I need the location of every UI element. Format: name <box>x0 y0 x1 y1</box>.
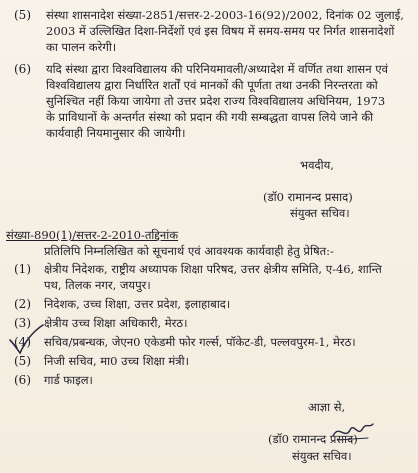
recipient-line: निदेशक, उच्च शिक्षा, उत्तर प्रदेश, इलाहाबाद। <box>44 297 231 311</box>
signature1-name: (डॉ0 रामानन्द प्रसाद) <box>263 190 353 204</box>
recipient-number: (5) <box>14 354 31 368</box>
signature2-designation: संयुक्त सचिव। <box>292 449 352 463</box>
signature2-name: (डॉ0 रामानन्द प्रसाद) <box>268 432 358 446</box>
recipient-line: सचिव/प्रबन्धक, जेएन0 एकेडमी फोर गर्ल्स, पॉकेट-डी, पल्लवपुरम-1, मेरठ। <box>44 335 356 349</box>
para5-line-1: संस्था शासनादेश संख्या-2851/सत्तर-2-2003-16(92)/2002, दिनांक 02 जुलाई, <box>46 8 404 22</box>
recipient-number: (4) <box>14 335 31 349</box>
para6-line-4: के प्राविधानों के अन्तर्गत संस्था को प्रदान की गयी सम्बद्धता वापस लिये जाने की <box>46 110 374 124</box>
recipient-number: (2) <box>14 297 31 311</box>
recipient-number: (3) <box>14 316 31 330</box>
para6-line-2: विश्वविद्यालय द्वारा निर्धारित शर्तों एवं मानकों की पूर्णता तथा उनकी निरन्तरता को <box>46 78 378 92</box>
para6-line-3: सुनिश्चित नहीं किया जायेगा तो उत्तर प्रदेश राज्य विश्वविद्यालय अधिनियम, 1973 <box>46 94 386 108</box>
signature2-closing: आज्ञा से, <box>308 400 346 414</box>
signature1-designation: संयुक्त सचिव। <box>290 206 350 220</box>
handwritten-tick-icon <box>6 322 46 356</box>
para6-number: (6) <box>14 62 31 76</box>
signature1-closing: भवदीय, <box>300 158 334 172</box>
para6-line-1: यदि संस्था द्वारा विश्वविद्यालय की परिनियमावली/अध्यादेश में वर्णित तथा शासन एवं <box>46 62 388 76</box>
recipient-line: गार्ड फाइल। <box>44 373 93 387</box>
recipient-line: क्षेत्रीय उच्च शिक्षा अधिकारी, मेरठ। <box>44 316 188 330</box>
para5-line-2: 2003 में उल्लिखित दिशा-निर्देशों एवं इस विषय में समय-समय पर निर्गत शासनादेशों <box>46 24 395 38</box>
recipient-line: निजी सचिव, मा0 उच्च शिक्षा मंत्री। <box>44 354 189 368</box>
para5-line-3: का पालन करेगी। <box>46 40 117 54</box>
copy-intro: प्रतिलिपि निम्नलिखित को सूचनार्थ एवं आवश्यक कार्यवाही हेतु प्रेषित:- <box>44 244 334 258</box>
recipient-number: (6) <box>14 373 31 387</box>
recipient-line: क्षेत्रीय निदेशक, राष्ट्रीय अध्यापक शिक्षा परिषद, उत्तर क्षेत्रीय समिति, ए-46, शान्ति <box>44 262 382 276</box>
recipient-number: (1) <box>14 262 31 276</box>
para5-number: (5) <box>14 8 31 22</box>
para6-line-5: कार्यवाही नियमानुसार की जायेगी। <box>46 126 186 140</box>
reference-number: संख्या-890(1)/सत्तर-2-2010-तद्दिनांक <box>6 228 179 242</box>
recipient-line: पथ, तिलक नगर, जयपुर। <box>44 278 151 292</box>
